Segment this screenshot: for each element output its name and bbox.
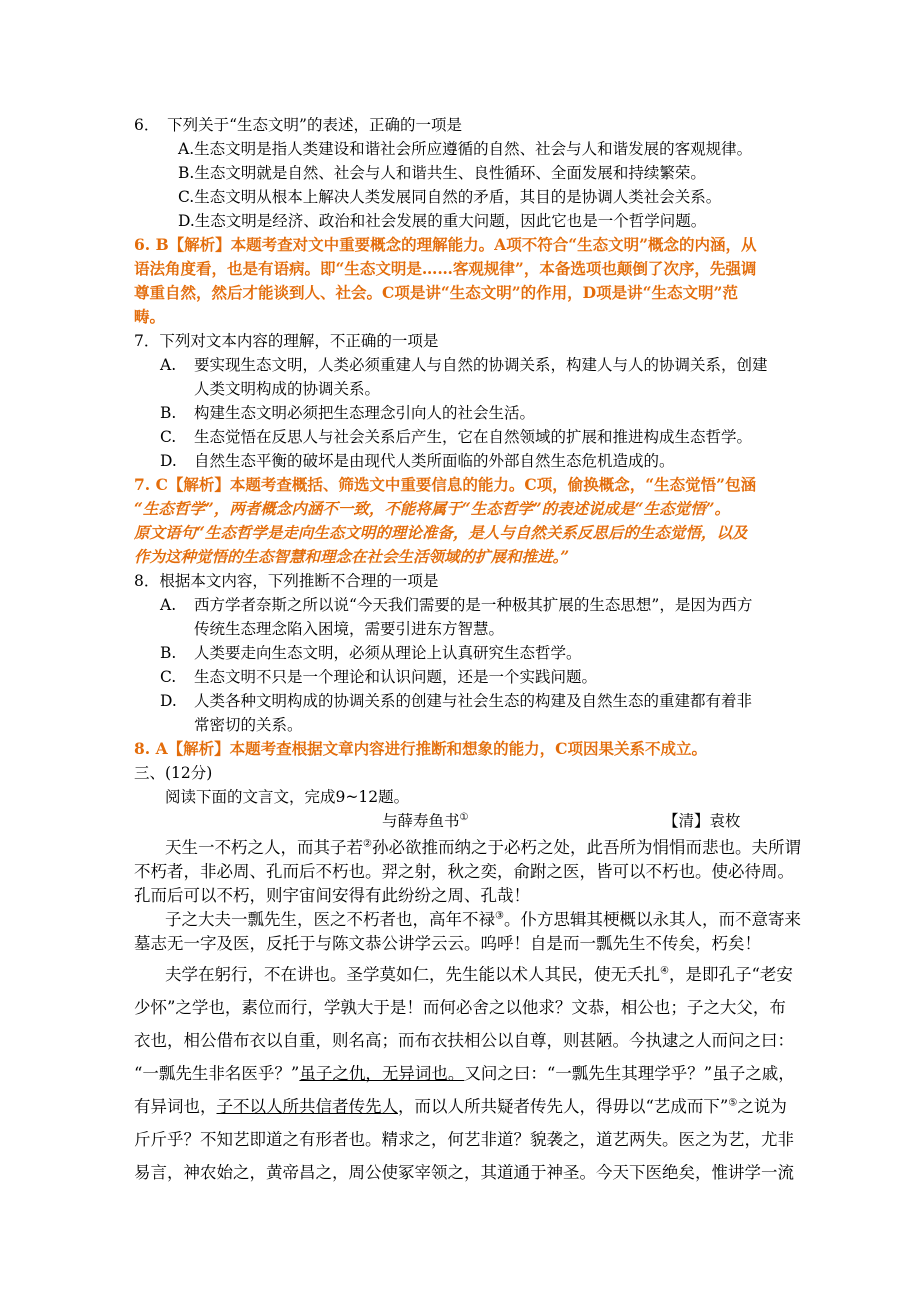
q8-stem: 8．根据本文内容，下列推断不合理的一项是 [134, 572, 439, 590]
passage-p3-line-7: 易言，神农始之，黄帝昌之，周公使冢宰领之，其道通于神圣。今天下医绝矣，惟讲学一流 [134, 1163, 794, 1182]
q6-answer-line-1: 6. B【解析】本题考查对文中重要概念的理解能力。A项不符合“生态文明”概念的内涵，从 [134, 235, 757, 254]
passage-p1-line-2: 不朽者，非必周、孔而后不朽也。羿之射，秋之奕，俞跗之医，皆可以不朽也。使必待周。 [134, 862, 794, 881]
q8-option-b: 人类要走向生态文明，必须从理论上认真研究生态哲学。 [194, 644, 582, 662]
passage-author: 【清】袁枚 [663, 812, 741, 830]
q8-option-a-line-2: 传统生态理念陷入困境，需要引进东方智慧。 [194, 620, 505, 638]
q7-option-c-label: C. [160, 428, 177, 446]
q8-option-d-label: D. [160, 692, 177, 710]
passage-p1-line-1: 天生一不朽之人，而其子若②孙必欲推而纳之于必朽之处，此吾所为悁悁而悲也。夫所谓 [165, 838, 801, 857]
passage-p3-line-3: 衣也，相公借布衣以自重，则名高；而布衣扶相公以自尊，则甚陋。今执逮之人而问之曰： [134, 1031, 794, 1050]
q7-option-b: 构建生态文明必须把生态理念引向人的社会生活。 [194, 404, 536, 422]
q6-option-c: C.生态文明从根本上解决人类发展同自然的矛盾，其目的是协调人类社会关系。 [178, 188, 722, 206]
passage-p2-line-1: 子之大夫一瓢先生，医之不朽者也，高年不禄③。仆方思辑其梗概以永其人，而不意寄来 [165, 910, 801, 929]
footnote-marker: ⑤ [728, 1097, 738, 1109]
q7-answer-line-4: 作为这种觉悟的生态智慧和理念在社会生活领域的扩展和推进。” [134, 547, 570, 566]
footnote-marker: ③ [495, 910, 504, 922]
q6-answer-line-2: 语法角度看，也是有语病。即“生态文明是……客观规律”，本备选项也颠倒了次序，先强调 [134, 259, 757, 278]
passage-title: 与薛寿鱼书① [382, 811, 469, 830]
q7-option-c: 生态觉悟在反思人与社会关系后产生，它在自然领域的扩展和推进构成生态哲学。 [194, 428, 753, 446]
q7-answer-line-3: 原文语句“生态哲学是走向生态文明的理论准备，是人与自然关系反思后的生态觉悟，以及 [134, 523, 748, 542]
section-heading: 三、(12分) [134, 764, 213, 782]
q7-option-b-label: B. [160, 404, 177, 422]
q6-option-a: A.生态文明是指人类建设和谐社会所应遵循的自然、社会与人和谐发展的客观规律。 [178, 140, 753, 158]
q6-answer-line-4: 畴。 [134, 307, 166, 326]
q7-option-d: 自然生态平衡的破坏是由现代人类所面临的外部自然生态危机造成的。 [194, 452, 675, 470]
q7-option-a-label: A. [160, 356, 177, 374]
passage-p3-line-6: 斤斤乎？不知艺即道之有形者也。精求之，何艺非道？貌袭之，道艺两失。医之为艺，尤非 [134, 1130, 794, 1149]
q6-option-d: D.生态文明是经济、政治和社会发展的重大问题，因此它也是一个哲学问题。 [178, 212, 707, 230]
q8-option-d-line-1: 人类各种文明构成的协调关系的创建与社会生态的构建及自然生态的重建都有着非 [194, 692, 753, 710]
q7-option-a-line-1: 要实现生态文明，人类必须重建人与自然的协调关系，构建人与人的协调关系，创建 [194, 356, 768, 374]
q6-stem: 6． 下列关于“生态文明”的表述，正确的一项是 [134, 116, 462, 134]
q8-option-a-label: A. [160, 596, 177, 614]
q8-option-b-label: B. [160, 644, 177, 662]
passage-p1-line-3: 孔而后可以不朽，则宇宙间安得有此纷纷之周、孔哉！ [134, 886, 530, 905]
footnote-marker: ② [363, 838, 372, 850]
passage-p2-line-2: 墓志无一字及医，反托于与陈文恭公讲学云云。呜呼！自是而一瓢先生不传矣，朽矣！ [134, 934, 761, 953]
q8-option-d-line-2: 常密切的关系。 [194, 716, 303, 734]
footnote-marker: ① [459, 811, 469, 823]
underlined-sentence-2: 子不以人所共信者传先人 [216, 1097, 398, 1116]
section-instruction: 阅读下面的文言文，完成9~12题。 [165, 788, 410, 806]
q7-option-d-label: D. [160, 452, 177, 470]
q7-answer-line-1: 7. C【解析】本题考查概括、筛选文中重要信息的能力。C项，偷换概念，“生态觉悟”包涵 [134, 475, 757, 494]
q6-option-b: B.生态文明就是自然、社会与人和谐共生、良性循环、全面发展和持续繁荣。 [178, 164, 706, 182]
q8-answer: 8. A【解析】本题考查根据文章内容进行推断和想象的能力，C项因果关系不成立。 [134, 739, 707, 758]
q7-answer-line-2: “生态哲学”，两者概念内涵不一致，不能将属于“生态哲学”的表述说成是“生态觉悟”。 [134, 499, 730, 518]
passage-p3-line-1: 夫学在躬行，不在讲也。圣学莫如仁，先生能以术人其民，使无夭扎④，是即孔子“老安 [165, 965, 793, 984]
q8-option-a-line-1: 西方学者奈斯之所以说“今天我们需要的是一种极其扩展的生态思想”，是因为西方 [194, 596, 753, 614]
passage-p3-line-5: 有异词也，子不以人所共信者传先人，而以人所共疑者传先人，得毋以“艺成而下”⑤之说为 [134, 1097, 787, 1116]
q7-stem: 7．下列对文本内容的理解，不正确的一项是 [134, 332, 439, 350]
passage-p3-line-2: 少怀”之学也，素位而行，学孰大于是！而何必舍之以他求？文恭，相公也；子之大父，布 [134, 998, 786, 1017]
q8-option-c-label: C. [160, 668, 177, 686]
passage-p3-line-4: “一瓢先生非名医乎？”虽子之仇，无异词也。又问之曰：“一瓢先生其理学乎？”虽子之戚， [134, 1064, 795, 1083]
q8-option-c: 生态文明不只是一个理论和认识问题，还是一个实践问题。 [194, 668, 598, 686]
underlined-sentence-1: 虽子之仇，无异词也。 [299, 1064, 465, 1083]
q6-answer-line-3: 尊重自然，然后才能谈到人、社会。C项是讲“生态文明”的作用，D项是讲“生态文明”范 [134, 283, 738, 302]
q7-option-a-line-2: 人类文明构成的协调关系。 [194, 380, 381, 398]
footnote-marker: ④ [660, 965, 669, 977]
